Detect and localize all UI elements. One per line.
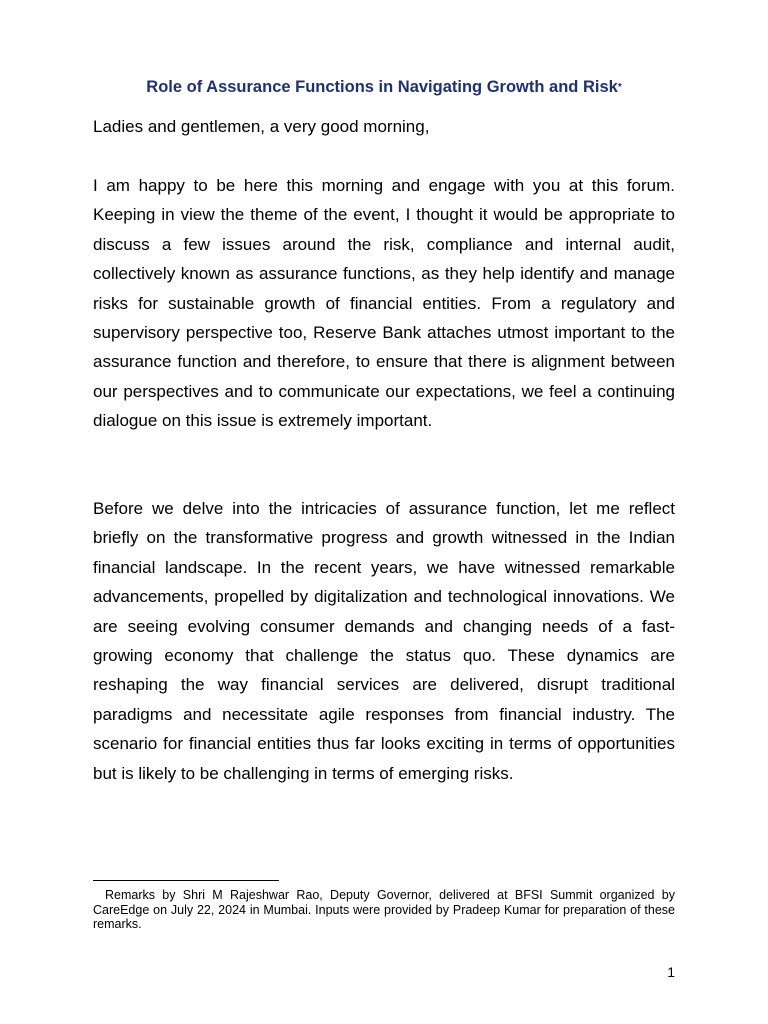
body-paragraph-1: I am happy to be here this morning and engage with you at this forum. Keeping in view the theme of the event, I thought it would be appropriate to discuss a few issues around the risk, compliance and internal audit, collectively known as assurance functions, as they help identify and manage risks for sustainable growth of financial entities. From a regulatory and supervisory perspective too, Reserve Bank attaches utmost important to the assurance function and therefore, to ensure that there is alignment between our perspectives and to communicate our expectations, we feel a continuing dialogue on this issue is extremely important. <box>93 176 675 431</box>
document-title-text: Role of Assurance Functions in Navigating Growth and Risk <box>146 78 618 96</box>
footnote-marker: * <box>617 82 622 93</box>
page-number: 1 <box>667 964 675 980</box>
footnote-divider <box>93 880 279 881</box>
footnote: Remarks by Shri M Rajeshwar Rao, Deputy Governor, delivered at BFSI Summit organized by CareEdge on July 22, 2024 in Mumbai. Inputs were provided by Pradeep Kumar for preparation of these remarks. <box>93 888 675 931</box>
salutation: Ladies and gentlemen, a very good morning, <box>93 117 430 136</box>
body-paragraph-2: Before we delve into the intricacies of assurance function, let me reflect briefly on the transformative progress and growth witnessed in the Indian financial landscape. In the recent years, we have witnessed remarkable advancements, propelled by digitalization and technological innovations. We are seeing evolving consumer demands and changing needs of a fast-growing economy that challenge the status quo. These dynamics are reshaping the way financial services are delivered, disrupt traditional paradigms and necessitate agile responses from financial industry. The scenario for financial entities thus far looks exciting in terms of opportunities but is likely to be challenging in terms of emerging risks. <box>93 499 675 783</box>
document-title <box>93 76 675 99</box>
